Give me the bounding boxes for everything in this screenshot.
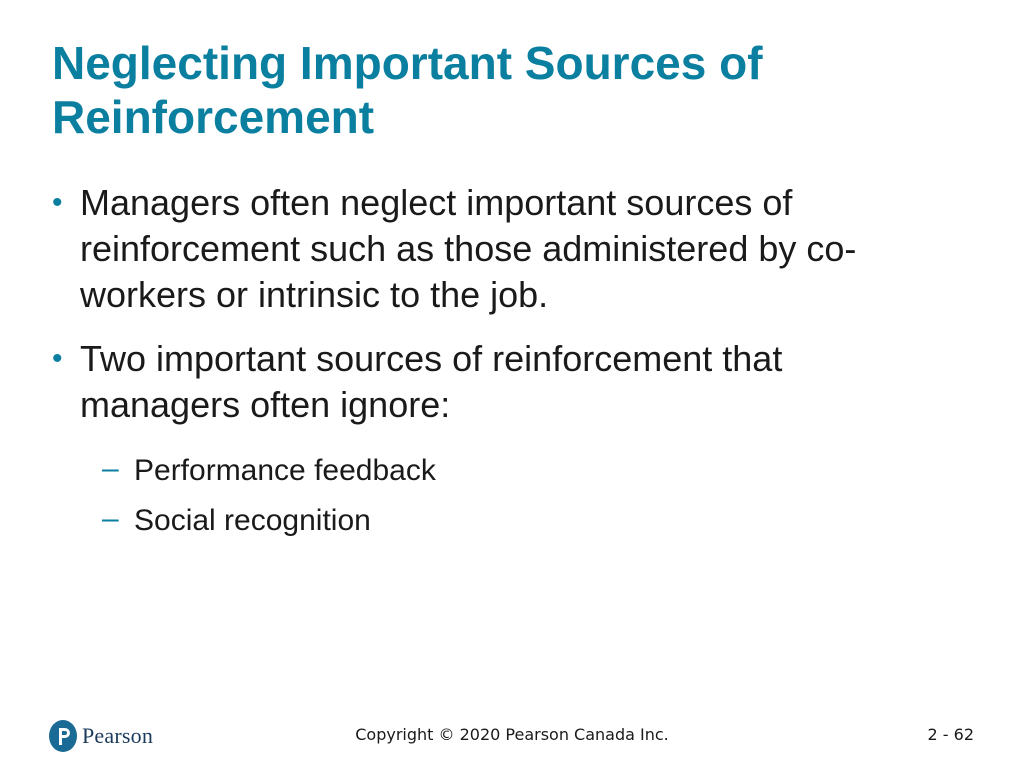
slide-title: Neglecting Important Sources of Reinforcement (52, 37, 763, 143)
bullet-text: Two important sources of reinforcement that managers often ignore: (80, 338, 783, 425)
bullet-item (52, 336, 912, 428)
slide-body (52, 180, 912, 546)
pearson-logo (48, 719, 153, 753)
sub-bullet-text: Performance feedback (134, 454, 436, 487)
bullet-dot-icon: • (52, 342, 63, 375)
sub-bullet-item (52, 496, 912, 546)
pearson-logo-text: Pearson (82, 723, 154, 748)
sub-bullet-dash-icon: – (102, 452, 119, 485)
bullet-dot-icon: • (52, 186, 63, 219)
bullet-item (52, 180, 912, 318)
sub-bullet-text: Social recognition (134, 504, 371, 537)
sub-bullet-item (52, 446, 912, 496)
copyright-text: Copyright © 2020 Pearson Canada Inc. (355, 725, 669, 744)
pearson-p-logo-icon (48, 719, 78, 753)
bullet-text: Managers often neglect important sources of reinforcement such as those administered by co-workers or intrinsic to the job. (80, 182, 857, 315)
page-number: 2 - 62 (927, 725, 974, 744)
sub-bullet-dash-icon: – (102, 502, 119, 535)
